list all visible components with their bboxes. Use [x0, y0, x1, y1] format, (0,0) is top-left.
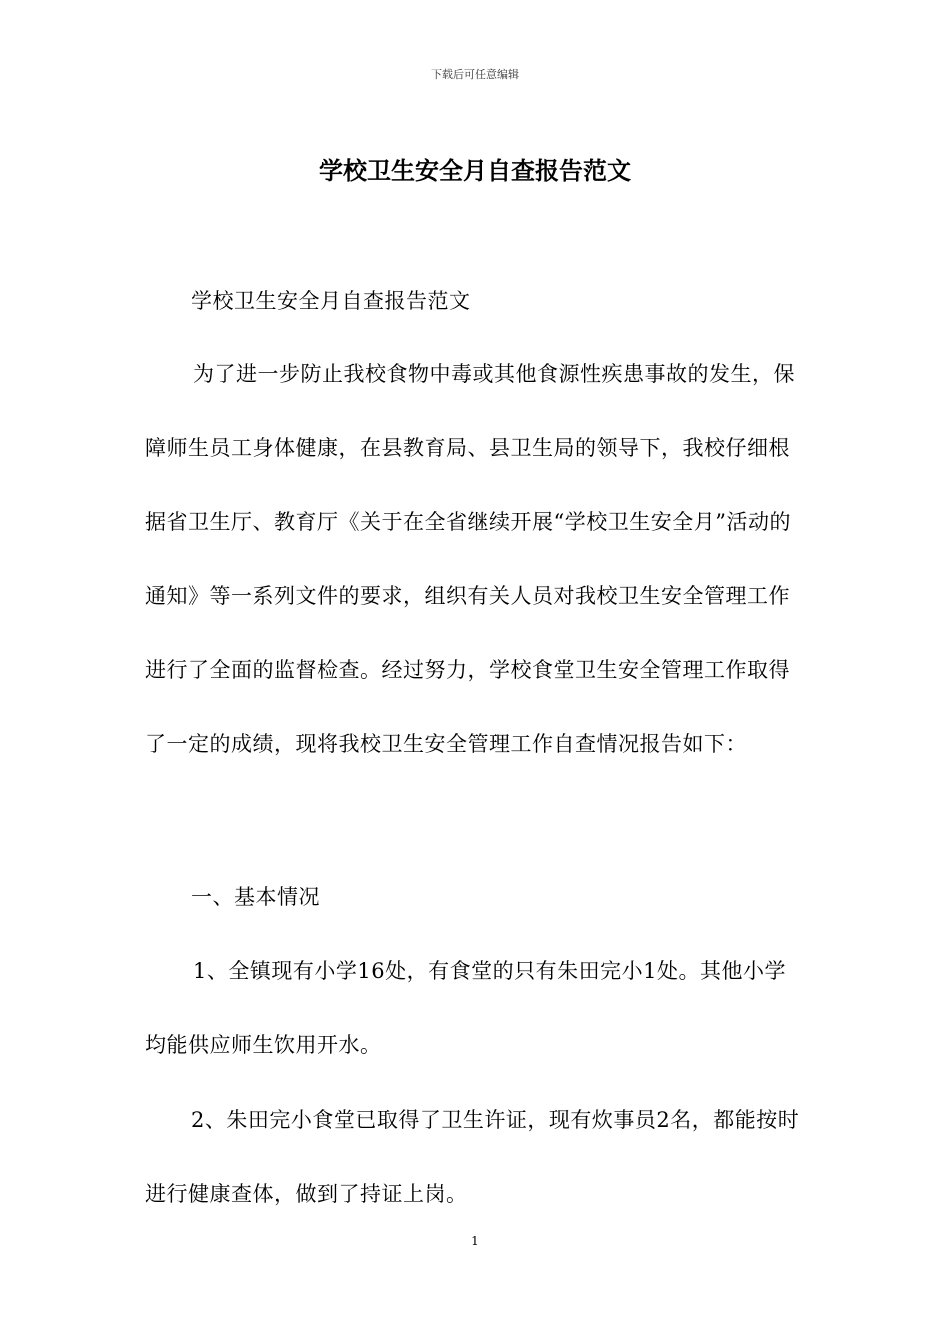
page-number: 1: [471, 1234, 479, 1248]
document-title: 学校卫生安全月自查报告范文: [319, 156, 631, 185]
section-heading-basic-situation: 一、基本情况: [191, 885, 320, 909]
paragraph-item-1: 1、全镇现有小学16处，有食堂的只有朱田完小1处。其他小学均能供应师生饮用开水。: [145, 959, 786, 1057]
paragraph-subtitle: 学校卫生安全月自查报告范文: [191, 289, 471, 313]
paragraph-item-2: 2、朱田完小食堂已取得了卫生许证，现有炊事员2名，都能按时进行健康查体，做到了持证上岗。: [145, 1108, 800, 1206]
header-note: 下载后可任意编辑: [431, 68, 519, 81]
paragraph-introduction: 为了进一步防止我校食物中毒或其他食源性疾患事故的发生，保障师生员工身体健康，在县教育局、县卫生局的领导下，我校仔细根据省卫生厅、教育厅《关于在全省继续开展“学校卫生安全月”活动的通知》等一系列文件的要求，组织有关人员对我校卫生安全管理工作进行了全面的监督检查。经过努力，学校食堂卫生安全管理工作取得了一定的成绩，现将我校卫生安全管理工作自查情况报告如下：: [145, 362, 795, 756]
